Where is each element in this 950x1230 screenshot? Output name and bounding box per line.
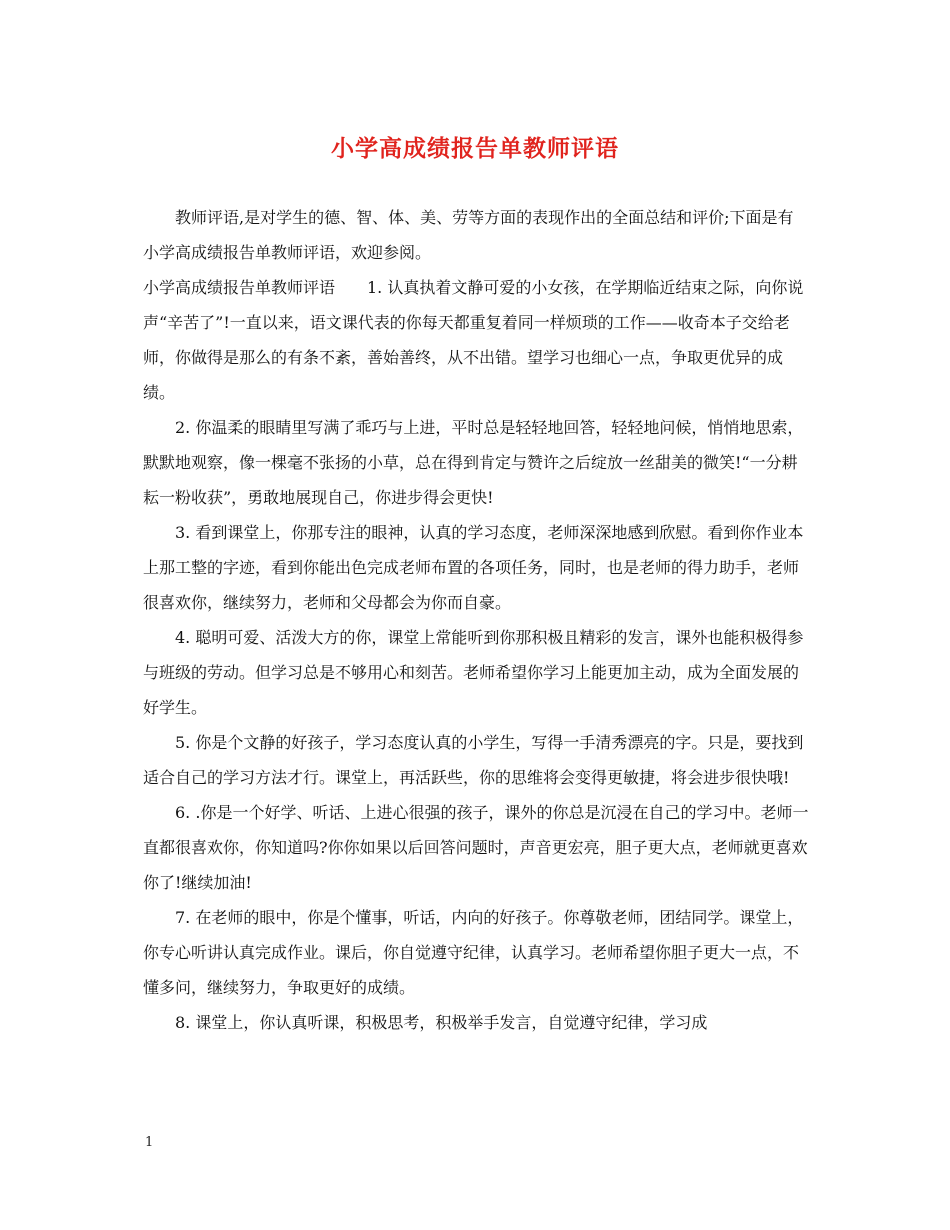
- intro-paragraph: 教师评语,是对学生的德、智、体、美、劳等方面的表现作出的全面总结和评价;下面是有小学高成绩报告单教师评语，欢迎参阅。: [143, 208, 794, 262]
- comment-item-2: 2. 你温柔的眼睛里写满了乖巧与上进，平时总是轻轻地回答，轻轻地问候，悄悄地思索，默默地观察，像一棵毫不张扬的小草，总在得到肯定与赞许之后绽放一丝甜美的微笑!“一分耕耘一粉收获”，勇敢地展现自己，你进步得会更快!: [143, 418, 804, 507]
- comment-item-8: 8. 课堂上，你认真听课，积极思考，积极举手发言，自觉遵守纪律，学习成: [175, 1013, 708, 1032]
- comment-item-5: 5. 你是个文静的好孩子，学习态度认真的小学生，写得一手清秀漂亮的字。只是，要找到适合自己的学习方法才行。课堂上，再活跃些，你的思维将会变得更敏捷，将会进步很快哦!: [143, 733, 804, 787]
- page-number: 1: [145, 1135, 154, 1150]
- document-body: [143, 200, 809, 1040]
- section-heading-item-1: 小学高成绩报告单教师评语 1. 认真执着文静可爱的小女孩，在学期临近结束之际，向你说声“辛苦了”!一直以来，语文课代表的你每天都重复着同一样烦琐的工作——收奇本子交给老师，你做得是那么的有条不紊，善始善终，从不出错。望学习也细心一点，争取更优异的成绩。: [143, 278, 804, 402]
- comment-item-3: 3. 看到课堂上，你那专注的眼神，认真的学习态度，老师深深地感到欣慰。看到你作业本上那工整的字迹，看到你能出色完成老师布置的各项任务，同时，也是老师的得力助手，老师很喜欢你，继续努力，老师和父母都会为你而自豪。: [143, 523, 804, 612]
- document-title: 小学高成绩报告单教师评语: [331, 135, 619, 162]
- comment-item-4: 4. 聪明可爱、活泼大方的你，课堂上常能听到你那积极且精彩的发言，课外也能积极得参与班级的劳动。但学习总是不够用心和刻苦。老师希望你学习上能更加主动，成为全面发展的好学生。: [143, 628, 804, 717]
- comment-item-7: 7. 在老师的眼中，你是个懂事，听话，内向的好孩子。你尊敬老师，团结同学。课堂上，你专心听讲认真完成作业。课后，你自觉遵守纪律，认真学习。老师希望你胆子更大一点，不懂多问，继续努力，争取更好的成绩。: [143, 908, 804, 997]
- comment-item-6: 6. .你是一个好学、听话、上进心很强的孩子，课外的你总是沉浸在自己的学习中。老师一直都很喜欢你，你知道吗?你你如果以后回答问题时，声音更宏亮，胆子更大点，老师就更喜欢你了!继续加油!: [143, 803, 809, 892]
